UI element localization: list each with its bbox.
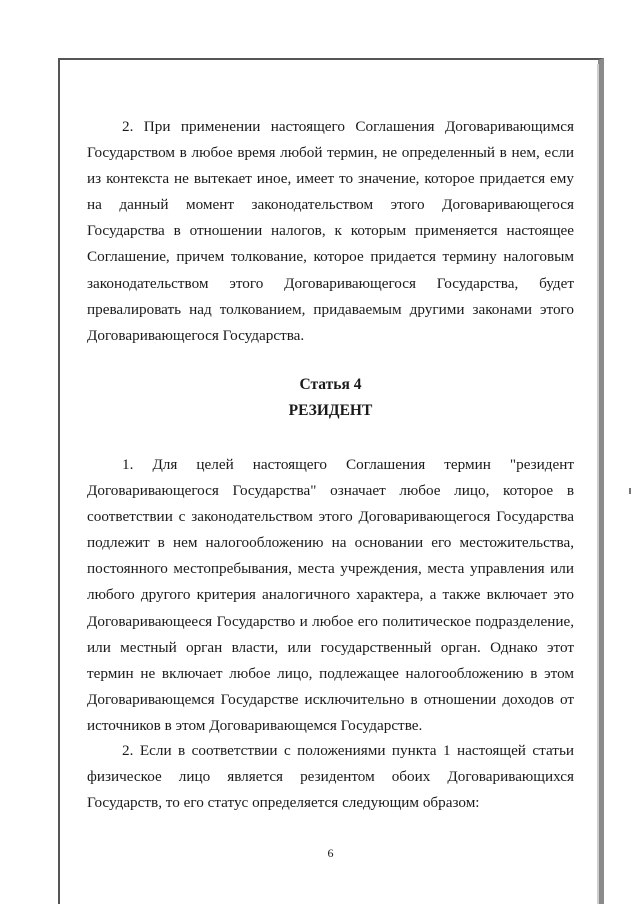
paragraph-text: 2. Если в соответствии с положениями пункта 1 настоящей статьи физическое лицо является резидентом обоих Договаривающихся Государств, то его статус определяется следующим образом: [87,742,574,812]
article-number: Статья 4 [299,376,362,393]
scan-artifact [629,488,631,494]
page-border-shadow [597,64,599,904]
page-number: 6 [327,846,334,860]
paragraph-interpretation [87,114,574,349]
paragraph-text: 1. Для целей настоящего Соглашения термин "резидент Договаривающегося Государства" означает любое лицо, которое в соответствии с законодательством этого Договаривающегося Государства подлежит в нем налогообложению на основании его местожительства, постоянного местопребывания, места учреждения, места управления или любого другого критерия аналогичного характера, а также включает это Договаривающееся Государство и любое его политическое подразделение, или местный орган власти, или государственный орган. Однако этот термин не включает любое лицо, подлежащее налогообложению в этом Договаривающемся Государстве исключительно в отношении доходов от источников в этом Договаривающемся Государстве. [87,456,574,734]
paragraph-text: 2. При применении настоящего Соглашения Договаривающимся Государством в любое время любой термин, не определенный в нем, если из контекста не вытекает иное, имеет то значение, которое придается ему на данный момент законодательством этого Договаривающегося Государства в отношении налогов, к которым применяется настоящее Соглашение, причем толкование, которое придается термину налоговым законодательством этого Договаривающегося Государства, будет превалировать над толкованием, придаваемым другими законами этого Договаривающегося Государства. [87,118,574,344]
paragraph-resident-definition [87,452,574,739]
article-title: РЕЗИДЕНТ [288,402,373,419]
paragraph-dual-residence [87,738,574,816]
